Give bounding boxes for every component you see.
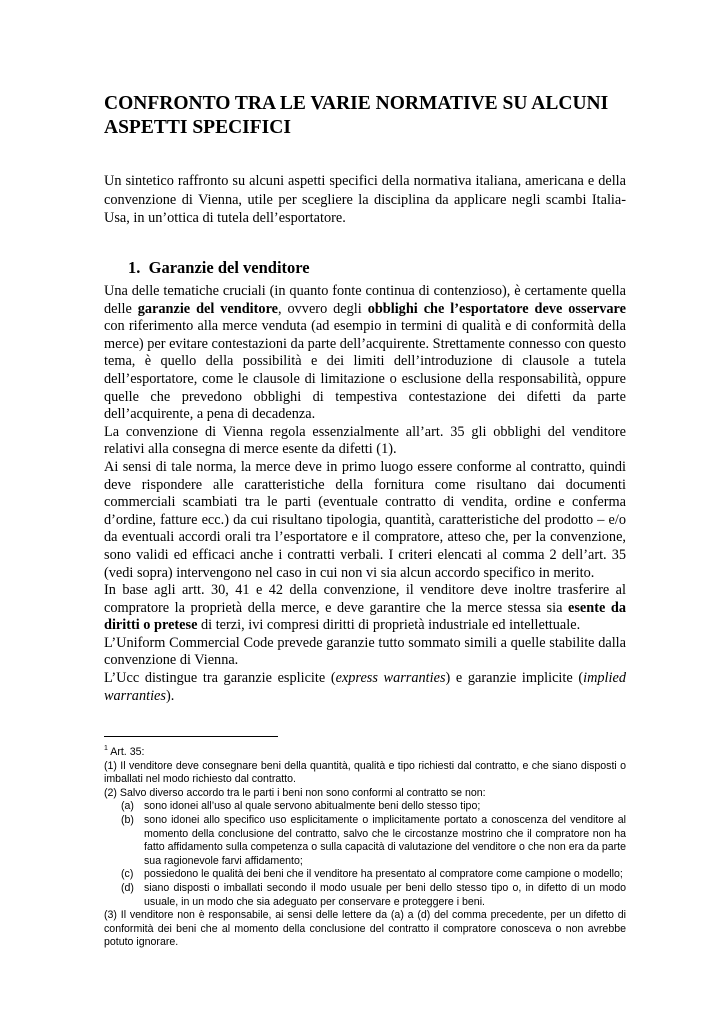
intro-paragraph: Un sintetico raffronto su alcuni aspetti specifici della normativa italiana, americana e della convenzione di Vienna, utile per scegliere la disciplina da applicare negli scambi Italia-Usa, in un’ottica di tutela dell’esportatore. [104, 173, 626, 227]
paragraph-4 [104, 582, 626, 635]
footnote-item-a [104, 800, 626, 814]
item-label: (c) [121, 868, 134, 881]
section-heading [128, 258, 310, 278]
section-number: 1. [128, 258, 141, 277]
footnote-item-b [104, 814, 626, 868]
item-label: (d) [121, 881, 134, 894]
bold-garanzie: garanzie del venditore [137, 300, 278, 317]
footnote-clause-3: (3) Il venditore non è responsabile, ai sensi delle lettere da (a) a (d) del comma precedente, per un difetto di conformità dei beni che al momento della conclusione del contratto il compratore conosceva o non avrebbe potuto ignorare. [104, 909, 626, 949]
bold-obblighi: obblighi che l’esportatore deve osservare [367, 300, 626, 317]
section-body [104, 283, 626, 705]
paragraph-1-text-d: con riferimento alla merce venduta (ad esempio in termini di qualità e di conformità della merce) per evitare contestazioni da parte dell’acquirente. Strettamente connesso con questo tema, è quello della possibilità e dei limiti dell’introduzione di clausole a tutela dell’esportatore, come le clausole di limitazione o esclusione della responsabilità, oppure quelle che prevedono obblighi di tempestiva contestazione dei difetti da parte dell’acquirente, a pena di decadenza. [104, 318, 627, 423]
item-label: (a) [121, 800, 134, 813]
footnote [104, 742, 626, 950]
footnote-head [104, 742, 626, 760]
paragraph-1 [104, 283, 626, 424]
paragraph-2: La convenzione di Vienna regola essenzialmente all’art. 35 gli obblighi del venditore relativi alla consegna di merce esente da difetti (1). [104, 423, 626, 458]
footnote-clause-1: (1) Il venditore deve consegnare beni della quantità, qualità e tipo richiesti dal contratto, e che siano disposti o imballati nel modo richiesto dal contratto. [104, 759, 626, 786]
footnote-mark: 1 [104, 745, 108, 752]
paragraph-3: Ai sensi di tale norma, la merce deve in primo luogo essere conforme al contratto, quindi deve rispondere alle caratteristiche della fornitura come risultano dai documenti commerciali scambiati tra le parti (eventuale contratto di vendita, ordine e conferma d’ordine, fatture ecc.) da cui risultano tipologia, quantità, caratteristiche del prodotto – e/o da eventuali accordi orali tra l’esportatore e il compratore, atteso che, per la convenzione, sono validi ed efficaci anche i contratti verbali. I criteri elencati al comma 2 dell’art. 35 (vedi sopra) intervengono nel caso in cui non vi sia alcun accordo specifico in merito. [104, 458, 626, 581]
paragraph-5: L’Uniform Commercial Code prevede garanzie tutto sommato simili a quelle stabilite dalla convenzione di Vienna. [104, 634, 626, 669]
footnote-clause-2: (2) Salvo diverso accordo tra le parti i beni non sono conformi al contratto se non: [104, 786, 486, 799]
footnote-item-d [104, 882, 626, 909]
page-title: CONFRONTO TRA LE VARIE NORMATIVE SU ALCUNI ASPETTI SPECIFICI [104, 93, 609, 138]
item-text: possiedono le qualità dei beni che il venditore ha presentato al compratore come campione o modello; [144, 868, 623, 881]
paragraph-4-text-c: di terzi, ivi compresi diritti di proprietà industriale ed intellettuale. [197, 617, 581, 634]
item-text: sono idonei allo specifico uso esplicitamente o implicitamente portato a conoscenza del venditore al momento della conclusione del contratto, salvo che le circostanze mostrino che il compratore non ha fatto affidamento sulla competenza o sulla capacità di valutazione del venditore o che non era da parte sua ragionevole farvi affidamento; [144, 813, 626, 867]
paragraph-6-text-b: ) e garanzie implicite ( [445, 670, 584, 687]
section-title: Garanzie del venditore [148, 258, 310, 277]
paragraph-6-text-a: L’Ucc distingue tra garanzie esplicite ( [104, 670, 336, 687]
italic-express: express warranties [335, 670, 446, 687]
paragraph-4-text-a: In base agli artt. 30, 41 e 42 della convenzione, il venditore deve inoltre trasferire al compratore la proprietà della merce, e deve garantire che la merce stessa sia [104, 582, 626, 616]
footnote-title: Art. 35: [110, 746, 145, 758]
item-text: sono idonei all’uso al quale servono abitualmente beni dello stesso tipo; [144, 800, 481, 813]
item-text: siano disposti o imballati secondo il modo usuale per beni dello stesso tipo o, in difetto di un modo usuale, in un modo che sia adeguato per conservare e proteggere i beni. [144, 881, 626, 908]
paragraph-6 [104, 670, 626, 705]
bold-esente: esente da diritti o pretese [104, 599, 626, 634]
footnote-item-c [104, 868, 626, 882]
italic-implied: implied warranties [104, 670, 626, 704]
paragraph-1-text-c: , ovvero degli [278, 300, 368, 317]
paragraph-6-text-c: ). [165, 687, 175, 704]
item-label: (b) [121, 813, 134, 826]
footnote-separator [104, 736, 278, 737]
paragraph-1-text-a: Una delle tematiche cruciali (in quanto fonte continua di contenzioso), è certamente quella delle [104, 283, 626, 317]
